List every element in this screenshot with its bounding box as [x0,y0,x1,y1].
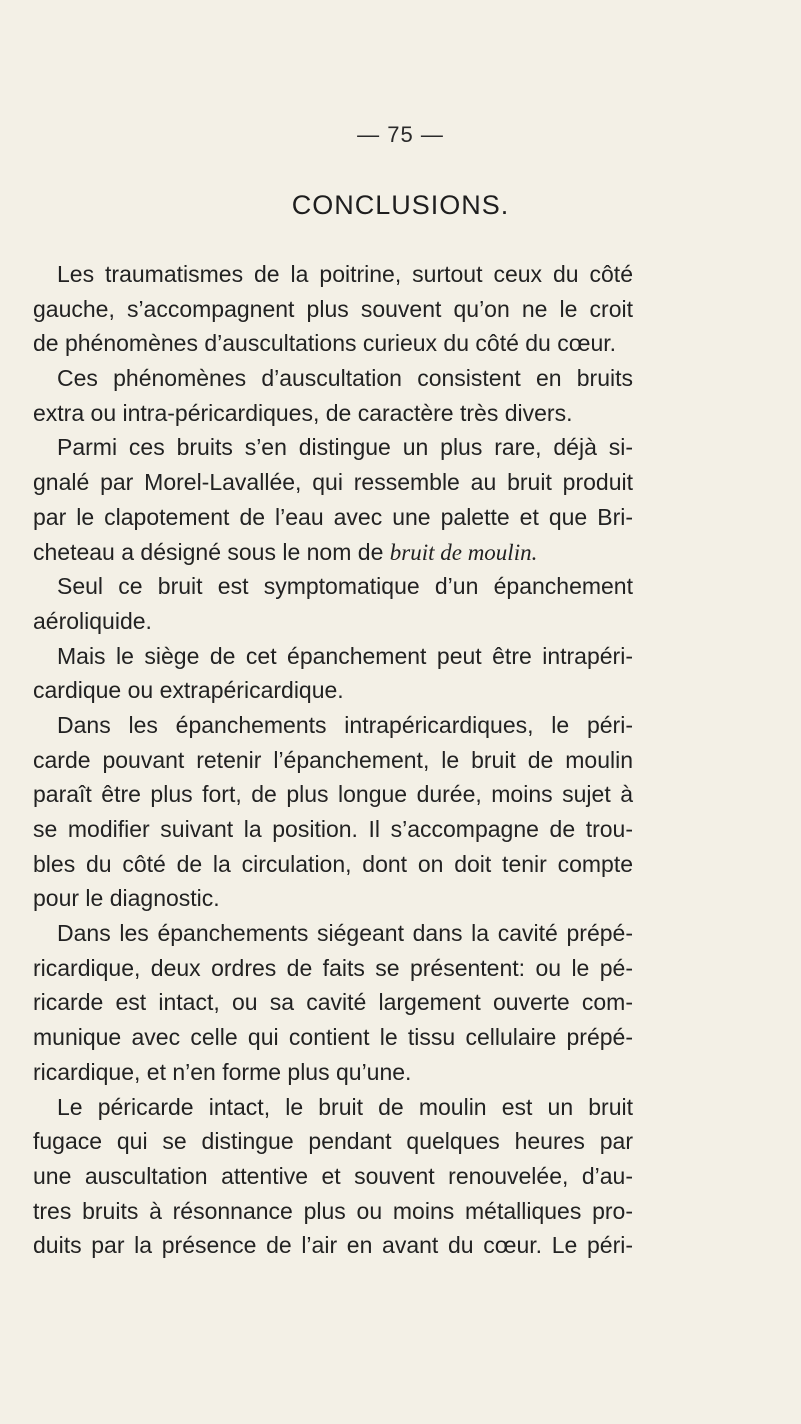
text-line-content: bles du côté de la circulation, dont on doit tenir compte [33,850,633,877]
text-line [33,1228,633,1263]
text-line [33,500,633,535]
text-line [33,1090,633,1125]
text-line-content: Seul ce bruit est symptomatique d’un épanchement [57,573,633,600]
text-line [33,1020,633,1055]
text-line [33,743,633,778]
text-line-content: extra ou intra-péricardiques, de caractère très divers. [33,399,573,426]
text-line-content: Dans les épanchements intrapéricardiques, le péri- [57,711,633,738]
page-number: — 75 — [357,122,444,147]
text-line-content: ricardique, deux ordres de faits se présentent: ou le pé- [33,954,633,981]
text-line [33,951,633,986]
text-line-content: Parmi ces bruits s’en distingue un plus rare, déjà si- [57,434,633,461]
text-line [33,812,633,847]
text-line-content: cheteau a désigné sous le nom de [33,538,390,565]
text-line-content: fugace qui se distingue pendant quelques heures par [33,1128,633,1155]
text-line-content: cardique ou extrapéricardique. [33,677,344,704]
text-line [33,777,633,812]
italic-term: bruit de moulin. [389,539,538,565]
text-line-content: munique avec celle qui contient le tissu cellulaire prépé- [33,1024,633,1051]
text-line-content: duits par la présence de l’air en avant du cœur. Le péri- [33,1232,633,1259]
text-line-content: ricardique, et n’en forme plus qu’une. [33,1058,412,1085]
text-line [33,326,633,361]
text-line [33,639,633,674]
text-line-content: carde pouvant retenir l’épanchement, le bruit de moulin [33,746,633,773]
text-line-content: Mais le siège de cet épanchement peut être intrapéri- [57,642,633,669]
text-line [33,847,633,882]
text-line [33,535,633,570]
text-line [33,361,633,396]
body-text [33,257,633,1263]
text-line-content: ricarde est intact, ou sa cavité largement ouverte com- [33,989,633,1016]
text-line-content: tres bruits à résonnance plus ou moins métalliques pro- [33,1197,633,1224]
text-line [33,985,633,1020]
text-line-content: gnalé par Morel-Lavallée, qui ressemble au bruit produit [33,469,633,496]
text-line [33,430,633,465]
text-line-content: Les traumatismes de la poitrine, surtout ceux du côté [57,261,633,287]
text-line-content: une auscultation attentive et souvent renouvelée, d’au- [33,1162,633,1189]
text-line-content: de phénomènes d’auscultations curieux du côté du cœur. [33,330,617,357]
text-line-content: paraît être plus fort, de plus longue durée, moins sujet à [33,781,633,808]
text-line [33,1159,633,1194]
text-line-content: pour le diagnostic. [33,885,220,912]
text-line [33,292,633,327]
text-line [33,257,633,292]
text-line [33,465,633,500]
text-line-content: par le clapotement de l’eau avec une palette et que Bri- [33,503,633,530]
text-line [33,673,633,708]
text-line-content: Dans les épanchements siégeant dans la cavité prépé- [57,920,633,947]
section-heading: CONCLUSIONS. [291,190,510,220]
text-line [33,1124,633,1159]
text-line [33,1055,633,1090]
text-line [33,708,633,743]
text-line-content: gauche, s’accompagnent plus souvent qu’on ne le croit [33,295,633,322]
text-line [33,396,633,431]
text-line-content: aéroliquide. [33,607,152,634]
text-line-content: Le péricarde intact, le bruit de moulin est un bruit [57,1093,633,1120]
text-line [33,881,633,916]
text-line [33,1194,633,1229]
text-line-content: se modifier suivant la position. Il s’accompagne de trou- [33,816,633,842]
text-line [33,916,633,951]
text-line [33,604,633,639]
text-line [33,569,633,604]
text-line-content: Ces phénomènes d’auscultation consistent en bruits [57,365,633,392]
